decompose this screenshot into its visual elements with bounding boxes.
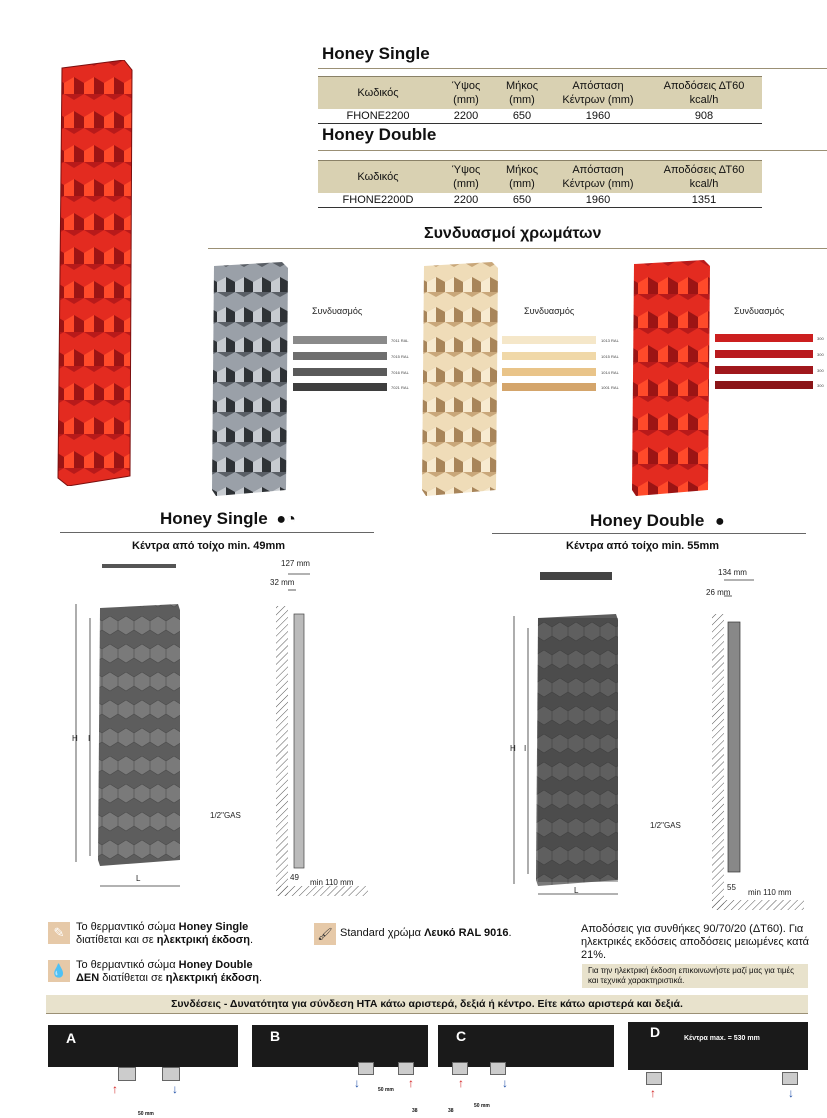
cell-height: 2200	[438, 109, 494, 124]
col-output: Αποδόσεις ΔΤ60 kcal/h	[646, 161, 762, 194]
dim-small: 49	[290, 873, 299, 882]
col-length: Μήκος (mm)	[494, 77, 550, 110]
col-centers: Απόσταση Κέντρων (mm)	[550, 161, 646, 194]
cell-length: 650	[494, 193, 550, 208]
dim-gap: 26 mm	[706, 588, 731, 597]
ral-code: 1013 RAL	[601, 338, 619, 343]
red-radiator-photo	[54, 60, 134, 486]
honey-single-table	[318, 76, 762, 124]
dim-depth: 134 mm	[718, 568, 747, 577]
note-bold: ΔΕΝ	[76, 972, 100, 984]
grey-radiator-photo	[208, 262, 288, 496]
double-front-drawing	[504, 566, 634, 896]
swatch-red-3	[715, 366, 813, 374]
swatch-grey-3	[293, 368, 387, 376]
swatch-grey-1	[293, 336, 387, 344]
performance-note: Αποδόσεις για συνθήκες 90/70/20 (ΔT60). Για ηλεκτρικές εκδόσεις αποδόσεις μειωμένες κατά 21%.	[581, 923, 810, 961]
valve-left	[358, 1062, 374, 1075]
combo-label-beige: Συνδυασμός	[524, 306, 575, 316]
swatch-grey-2	[293, 352, 387, 360]
arrow-up-icon: ↑	[458, 1076, 464, 1090]
drawing-single-title-text: Honey Single	[160, 509, 268, 528]
honey-single-title: Honey Single	[322, 44, 430, 63]
dim-l: L	[136, 874, 141, 883]
col-height: Ύψος (mm)	[438, 161, 494, 194]
ral-code: 7011 RAL	[391, 338, 409, 343]
honey-double-table	[318, 160, 762, 208]
arrow-down-icon: ↓	[354, 1076, 360, 1090]
max-centers-note: Κέντρα max. = 530 mm	[684, 1035, 760, 1042]
cell-code: FHONE2200	[318, 109, 438, 124]
swatch-grey-4	[293, 383, 387, 391]
valve-right	[398, 1062, 414, 1075]
cell-output: 908	[646, 109, 762, 124]
note-text: .	[259, 972, 263, 984]
note-text: διατίθεται και σε	[76, 934, 157, 946]
dim-min: min 110 mm	[748, 888, 792, 897]
drawing-rule	[492, 533, 806, 534]
col-code: Κωδικός	[318, 77, 438, 110]
col-output: Αποδόσεις ΔΤ60 kcal/h	[646, 77, 762, 110]
note-text: Το θερμαντικό σώμα	[76, 959, 179, 971]
swatch-beige-1	[502, 336, 596, 344]
drawing-single-title	[160, 509, 296, 529]
valve-right	[490, 1062, 506, 1075]
swatch-red-1	[715, 334, 813, 342]
note-text: Standard χρώμα	[340, 927, 425, 939]
valve-right	[162, 1067, 180, 1081]
combos-heading: Συνδυασμοί χρωμάτων	[424, 225, 602, 242]
drawing-double-title-text: Honey Double	[590, 511, 705, 530]
dim-gap: 32 mm	[270, 578, 295, 587]
dim-min: min 110 mm	[310, 878, 354, 887]
double-note	[76, 959, 296, 985]
dim-label: 50 mm	[378, 1087, 394, 1093]
swatch-beige-4	[502, 383, 596, 391]
swatch-beige-2	[502, 352, 596, 360]
col-height: Ύψος (mm)	[438, 77, 494, 110]
swatch-red-2	[715, 350, 813, 358]
dim-extra: 38	[448, 1108, 454, 1114]
note-bold: Λευκό RAL 9016	[424, 927, 509, 939]
dim-extra: 38	[412, 1108, 418, 1114]
valve-left	[452, 1062, 468, 1075]
ral-code: 7016 RAL	[391, 370, 409, 375]
cell-height: 2200	[438, 193, 494, 208]
ral-code: 300	[817, 336, 824, 341]
water-icon: ●	[715, 513, 725, 530]
note-text: διατίθεται σε	[99, 972, 166, 984]
ral-code: 300	[817, 368, 824, 373]
panel-letter: B	[270, 1028, 281, 1044]
drawing-rule	[60, 532, 374, 533]
valve-right	[782, 1072, 798, 1085]
brush-icon: 🖌	[314, 923, 336, 945]
table-row	[318, 109, 762, 124]
contact-note: Για την ηλεκτρική έκδοση επικοινωνήστε μαζί μας για τιμές και τεχνικά χαρακτηριστικά.	[582, 964, 808, 988]
cell-output: 1351	[646, 193, 762, 208]
honey-double-title: Honey Double	[322, 125, 437, 144]
panel-letter: C	[456, 1028, 467, 1044]
arrow-down-icon: ↓	[172, 1082, 178, 1096]
combos-rule	[208, 248, 827, 249]
dim-small: 55	[727, 883, 736, 892]
panel-letter: D	[650, 1024, 661, 1040]
arrow-up-icon: ↑	[650, 1086, 656, 1100]
dim-label: 50 mm	[474, 1103, 490, 1109]
dim-gas: 1/2"GAS	[210, 811, 241, 820]
single-side-drawing	[260, 560, 370, 910]
cell-length: 650	[494, 109, 550, 124]
valve-left	[646, 1072, 662, 1085]
note-bold: Honey Single	[178, 921, 249, 933]
ral-code: 300	[817, 352, 824, 357]
connection-panel-a	[48, 1025, 238, 1067]
note-bold: ηλεκτρική έκδοση	[165, 972, 260, 984]
arrow-up-icon: ↑	[408, 1076, 414, 1090]
arrow-up-icon: ↑	[112, 1082, 118, 1096]
dim-gas: 1/2"GAS	[650, 821, 681, 830]
cell-centers: 1960	[550, 193, 646, 208]
arrow-down-icon: ↓	[502, 1076, 508, 1090]
water-drop-icon: 💧	[48, 960, 70, 982]
note-bold: ηλεκτρική έκδοση	[156, 934, 251, 946]
drawing-double-sub: Κέντρα από τοίχο min. 55mm	[566, 540, 720, 552]
ral-code: 7015 RAL	[391, 354, 409, 359]
cell-centers: 1960	[550, 109, 646, 124]
double-side-drawing	[700, 566, 810, 916]
note-text: .	[508, 927, 512, 939]
note-bold: Honey Double	[178, 959, 253, 971]
drawing-double-title	[590, 511, 725, 531]
cell-code: FHONE2200D	[318, 193, 438, 208]
single-front-drawing	[70, 560, 260, 890]
dim-h: H	[72, 734, 78, 743]
standard-color-note	[340, 927, 512, 940]
water-electric-icon: ●◔	[276, 511, 296, 528]
ral-code: 300	[817, 383, 824, 388]
red-combo-radiator-photo	[628, 260, 710, 496]
arrow-down-icon: ↓	[788, 1086, 794, 1100]
dim-i: I	[88, 734, 91, 743]
dim-l: L	[574, 886, 579, 895]
single-note	[76, 921, 296, 947]
title-rule	[318, 68, 827, 69]
combo-label-grey: Συνδυασμός	[312, 306, 363, 316]
dim-i: I	[524, 744, 527, 753]
ral-code: 1014 RAL	[601, 370, 619, 375]
dim-h: H	[510, 744, 516, 753]
combo-label-red: Συνδυασμός	[734, 306, 785, 316]
valve-left	[118, 1067, 136, 1081]
beige-radiator-photo	[418, 262, 498, 496]
swatch-red-4	[715, 381, 813, 389]
drawing-single-sub: Κέντρα από τοίχο min. 49mm	[132, 540, 286, 552]
ral-code: 1015 RAL	[601, 354, 619, 359]
note-text: Το θερμαντικό σώμα	[76, 921, 179, 933]
electric-icon: ✎	[48, 922, 70, 944]
panel-letter: A	[66, 1030, 77, 1046]
swatch-beige-3	[502, 368, 596, 376]
table-row	[318, 193, 762, 208]
ral-code: 7021 RAL	[391, 385, 409, 390]
col-code: Κωδικός	[318, 161, 438, 194]
dim-label: 50 mm	[138, 1111, 154, 1117]
note-text: .	[250, 934, 254, 946]
dim-depth: 127 mm	[281, 559, 310, 568]
col-centers: Απόσταση Κέντρων (mm)	[550, 77, 646, 110]
title-rule	[318, 150, 827, 151]
ral-code: 1001 RAL	[601, 385, 619, 390]
col-length: Μήκος (mm)	[494, 161, 550, 194]
connections-heading: Συνδέσεις - Δυνατότητα για σύνδεση ΗΤΑ κάτω αριστερά, δεξιά ή κέντρο. Είτε κάτω αριστερά και δεξιά.	[46, 995, 808, 1014]
